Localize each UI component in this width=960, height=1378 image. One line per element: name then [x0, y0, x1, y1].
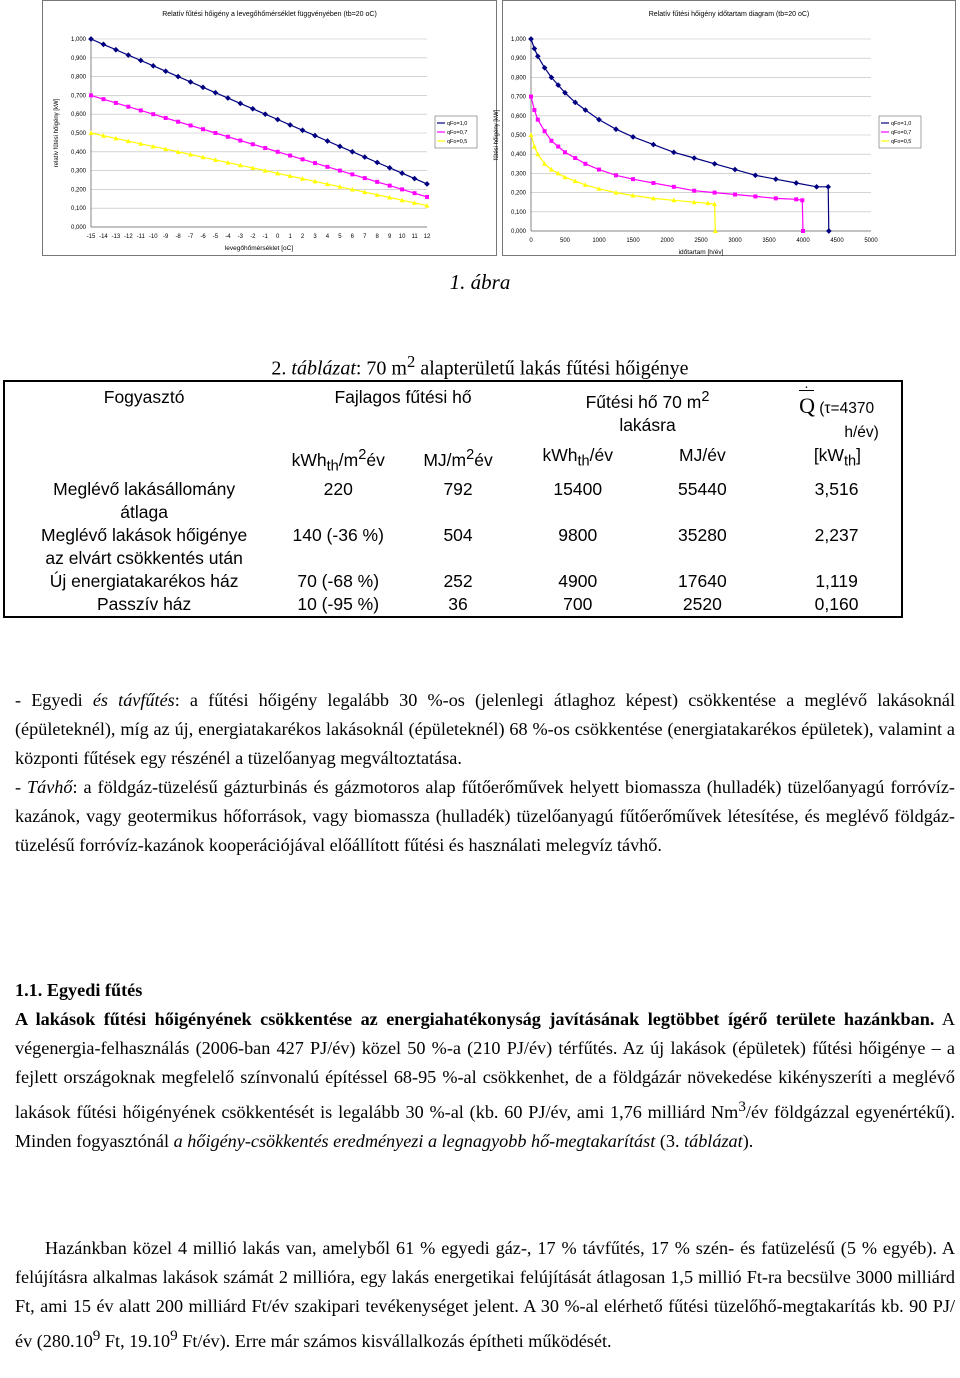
p2b: Távhő	[27, 777, 73, 797]
x-tick-label: 4000	[796, 238, 810, 244]
series-marker	[251, 142, 255, 146]
table-header-row	[4, 381, 902, 444]
y-tick-label: 1,000	[510, 37, 526, 43]
series-marker	[387, 165, 393, 171]
unit-mj-m2	[393, 444, 523, 478]
row-name	[4, 524, 283, 570]
series-marker	[532, 144, 537, 149]
s-it: a hőigény-csökkentés eredményezi a legnagyobb hő-megtakarítást	[173, 1131, 656, 1152]
x-tick-label: -4	[225, 234, 231, 240]
u2sup: 2	[466, 447, 475, 463]
body-paragraphs-1	[15, 686, 955, 860]
cell: 4900	[558, 571, 598, 592]
series-marker	[238, 139, 242, 143]
table-title-italic: táblázat	[291, 357, 356, 380]
x-tick-label: 1	[288, 234, 292, 240]
x-tick-label: -9	[162, 234, 169, 240]
chart-right-title: Relatív fűtési hőigény időtartam diagram (tb=20 oC)	[648, 11, 810, 18]
x-tick-label: -2	[250, 234, 256, 240]
cell: 792	[443, 479, 473, 500]
u1sub: th	[326, 458, 339, 475]
series-marker	[225, 95, 231, 101]
u2a: MJ/m	[423, 449, 467, 470]
series-marker	[388, 184, 392, 188]
header-q-unit: h/év)	[844, 424, 879, 441]
series-marker	[374, 160, 380, 166]
u3b: /év	[589, 445, 614, 465]
x-tick-label: 4	[325, 234, 330, 240]
header-q	[772, 381, 902, 444]
chart-left-title: Relatív fűtési hőigény a levegőhőmérséklet függvényében (tb=20 oC)	[162, 11, 377, 18]
series-marker	[175, 74, 181, 80]
series-marker	[536, 118, 540, 122]
p1c: : a fűtési hőigény legalább 30 %-os (jelenlegi átlaghoz képest) csökkentése a meglévő lakásoknál (épületeknél), míg az új, energiatakarékos lakásoknál (épületeknél) 68 %-os csökkentése (energiatakarékos épületek), valamint a központi fűtések egy részénél a tüzelőanyag megváltoztatása.	[15, 690, 955, 768]
cell: 70 (-68 %)	[297, 571, 380, 592]
x-tick-label: 11	[411, 234, 418, 240]
s-t4: ).	[742, 1131, 754, 1152]
unit-empty	[4, 444, 283, 478]
y-tick-label: 0,400	[70, 149, 86, 156]
row-name-1: Meglévő lakások hőigénye	[41, 525, 248, 546]
p2a: -	[15, 777, 28, 797]
section-egyedi-futes	[15, 976, 955, 1156]
table-units-row	[4, 444, 902, 478]
x-tick-label: -8	[175, 234, 181, 240]
series-marker	[126, 105, 130, 109]
x-tick-label: 1500	[626, 238, 640, 244]
y-tick-label: 0,500	[70, 131, 86, 137]
cell: 35280	[678, 525, 727, 546]
y-tick-label: 0,900	[70, 55, 86, 62]
q-letter: Q	[799, 393, 815, 418]
series-marker	[794, 197, 798, 201]
u2b: év	[474, 449, 493, 470]
cell: 15400	[553, 479, 603, 500]
series-marker	[338, 169, 342, 173]
p2c: : a földgáz-tüzelésű gázturbinás és gázmotoros alap fűtőerőművek helyett biomassza (hulladék) tüzelőanyagú forróvíz-kazánok, vagy geotermikus hőforrások, vagy biomassza (hulladék) tüzelőanyagú fűtőerőművek létesítése, és meglévő földgáz-tüzelésű forróvíz-kazánok kooperációjával előállított fűtési és használati melegvíz távhő.	[15, 777, 955, 855]
series-marker	[101, 42, 107, 48]
series-marker	[350, 149, 356, 155]
unit-kwh	[523, 444, 633, 478]
row-name-1: Meglévő lakásállomány	[53, 479, 236, 500]
series-marker	[631, 177, 635, 181]
series-marker	[814, 184, 820, 190]
section-heading: 1.1. Egyedi fűtés	[15, 980, 143, 1000]
series-marker	[556, 145, 560, 149]
y-tick-label: 0,200	[70, 187, 86, 194]
series-marker	[312, 133, 318, 139]
paragraph-stats	[15, 1234, 955, 1356]
table-title	[0, 352, 960, 381]
x-tick-label: 8	[375, 234, 379, 240]
x-tick-label: 10	[398, 234, 406, 240]
table-title-text: : 70 m	[355, 357, 407, 380]
y-tick-label: 0,600	[70, 112, 86, 119]
x-tick-label: -15	[86, 234, 96, 240]
y-axis-label: relatív fűtési hőigény [kW]	[54, 98, 60, 168]
x-axis-label: időtartam [h/év]	[678, 249, 724, 256]
chart-left	[42, 0, 497, 256]
series-marker	[213, 90, 219, 96]
series-marker	[263, 146, 267, 150]
series-marker	[732, 167, 738, 173]
series-marker	[139, 108, 143, 112]
series-marker	[773, 176, 779, 182]
q-dot-symbol	[799, 381, 815, 418]
cell: 9800	[558, 525, 598, 546]
series-marker	[774, 196, 778, 200]
p3sup1: 9	[92, 1327, 101, 1344]
x-axis-label: levegőhőmérséklet [oC]	[224, 245, 294, 252]
table-row	[4, 593, 902, 617]
series-marker	[672, 185, 676, 189]
series-marker	[424, 181, 430, 187]
series-marker	[549, 139, 553, 143]
series-marker	[189, 123, 193, 127]
x-tick-label: 6	[350, 234, 355, 240]
y-tick-label: 0,400	[510, 152, 526, 159]
series-marker	[800, 198, 804, 202]
series-marker	[213, 131, 217, 135]
series-marker	[89, 93, 93, 97]
series-marker	[825, 184, 831, 190]
x-tick-label: 3000	[728, 238, 742, 244]
series-marker	[288, 154, 292, 158]
series-marker	[793, 180, 799, 186]
series-marker	[114, 101, 118, 105]
s-t3: (3.	[655, 1131, 685, 1152]
row-name-2: átlaga	[120, 502, 168, 523]
y-tick-label: 0,000	[510, 229, 526, 235]
header-flat-text-2: lakásra	[619, 414, 676, 435]
unit-kw	[772, 444, 902, 478]
series-marker	[412, 176, 418, 182]
cell: 220	[323, 479, 353, 500]
series-marker	[88, 36, 94, 42]
p1a: - Egyedi	[15, 690, 93, 710]
series-marker	[691, 155, 697, 161]
cell: 1,119	[815, 571, 858, 592]
series-marker	[350, 172, 354, 176]
table-title-prefix: 2.	[271, 357, 292, 380]
cell: 504	[443, 525, 473, 546]
s-sup: 3	[738, 1098, 746, 1115]
row-name: Új energiatakarékos ház	[49, 571, 239, 592]
series-marker	[138, 58, 144, 64]
x-tick-label: 2000	[660, 238, 674, 244]
series-marker	[126, 52, 132, 58]
legend-label: qFo=0,7	[447, 130, 468, 136]
x-tick-label: -14	[99, 234, 108, 240]
section-paragraph	[15, 1005, 955, 1156]
y-tick-label: 0,700	[70, 93, 86, 100]
series-marker	[613, 126, 619, 132]
y-tick-label: 0,700	[510, 94, 526, 101]
cell: 2520	[682, 594, 722, 615]
header-flat-text: Fűtési hő 70 m	[585, 391, 702, 412]
series-marker	[337, 144, 343, 150]
cell: 3,516	[814, 479, 859, 500]
chart-right	[494, 0, 956, 256]
chart-right-svg	[494, 1, 955, 256]
series-marker	[262, 111, 268, 117]
series-marker	[201, 127, 205, 131]
x-tick-label: 0	[275, 234, 280, 240]
row-name-2: az elvárt csökkentés után	[45, 548, 243, 569]
x-tick-label: -7	[187, 234, 194, 240]
header-flat	[523, 381, 772, 444]
u1c: év	[366, 449, 385, 470]
figure-caption: 1. ábra	[449, 270, 511, 294]
p3a: Hazánkban közel 4 millió lakás van, amelyből 61 % egyedi gáz-, 17 % távfűtés, 17 % szén- és fatüzelésű (5 % egyéb). A felújításra alkalmas lakások számát 2 millióra, egy lakás energetikai felújítását átlagosan 1,5 millió Ft-ra becsülve 3000 milliárd Ft, ami 15 év alatt 200 milliárd Ft/év szakipari tevékenységet jelent. A 30 %-al elérhető fűtési tüzelőhő-megtakarítás kb. 90 PJ/év (280.10	[15, 1238, 955, 1352]
legend-label: qFo=1,0	[891, 121, 912, 127]
series-marker	[801, 229, 805, 233]
legend-label: qFo=1,0	[447, 121, 468, 127]
legend-label: qFo=0,5	[891, 139, 912, 145]
series-marker	[200, 84, 206, 90]
y-tick-label: 0,100	[510, 209, 526, 216]
cell: 17640	[678, 571, 727, 592]
x-tick-label: 12	[423, 234, 431, 240]
row-name: Passzív ház	[96, 594, 192, 615]
q-bar	[799, 390, 814, 391]
u1a: kWh	[291, 449, 327, 470]
table-row	[4, 478, 902, 524]
series-marker	[651, 142, 657, 148]
header-q-text: (τ=4370	[814, 400, 875, 417]
x-tick-label: 2	[300, 234, 305, 240]
x-tick-label: -10	[148, 234, 158, 240]
x-tick-label: -6	[200, 234, 206, 240]
chart-left-svg	[43, 1, 496, 255]
u5b: ]	[856, 445, 861, 465]
cell: 55440	[678, 479, 727, 500]
u1b: /m	[338, 449, 359, 470]
series-marker	[543, 129, 547, 133]
heat-demand-table	[3, 380, 903, 618]
series-marker	[573, 156, 577, 160]
series-marker	[325, 138, 331, 144]
series-marker	[425, 195, 429, 199]
s-it2: táblázat	[684, 1131, 743, 1152]
series-marker	[362, 154, 368, 160]
y-axis-label: fűtési hőigény [kW]	[494, 109, 500, 161]
series-marker	[275, 117, 281, 123]
series-marker	[164, 116, 168, 120]
x-tick-label: 4500	[830, 238, 844, 244]
row-name	[4, 478, 283, 524]
y-tick-label: 0,800	[510, 75, 526, 82]
x-tick-label: 3	[313, 234, 317, 240]
series-marker	[614, 173, 618, 177]
section-bold: A lakások fűtési hőigényének csökkentése az energiahatékonyság javításának legtöbbet ígérő területe hazánkban.	[15, 1009, 935, 1029]
series-marker	[532, 108, 536, 112]
cell: 10 (-95 %)	[297, 594, 380, 615]
x-tick-label: 7	[363, 234, 367, 240]
u3a: kWh	[542, 445, 578, 465]
x-tick-label: -12	[123, 234, 133, 240]
series-marker	[563, 175, 568, 180]
q-dot: ·	[804, 381, 809, 396]
series-marker	[325, 165, 329, 169]
series-marker	[313, 161, 317, 165]
u1sup: 2	[358, 447, 367, 463]
s-t2: /év földgázzal egyenértékű). Minden fogyasztónál	[15, 1102, 955, 1152]
series-marker	[692, 189, 696, 193]
x-tick-label: -13	[111, 234, 121, 240]
x-tick-label: 2500	[694, 238, 708, 244]
series-line	[531, 97, 803, 231]
series-marker	[712, 161, 718, 167]
series-marker	[300, 127, 306, 133]
series-marker	[113, 47, 119, 53]
series-marker	[176, 120, 180, 124]
y-tick-label: 0,800	[70, 74, 86, 81]
series-marker	[163, 68, 169, 74]
y-tick-label: 0,300	[510, 171, 526, 178]
series-marker	[583, 162, 587, 166]
series-marker	[651, 181, 655, 185]
series-marker	[597, 168, 601, 172]
series-marker	[532, 46, 538, 52]
y-tick-label: 0,000	[70, 225, 86, 231]
y-tick-label: 0,300	[70, 168, 86, 175]
x-tick-label: 0	[529, 238, 533, 244]
series-marker	[151, 112, 155, 116]
p3sup2: 9	[170, 1327, 178, 1344]
p3b: Ft, 19.10	[100, 1331, 171, 1352]
series-marker	[301, 157, 305, 161]
series-marker	[276, 150, 280, 154]
x-tick-label: 3500	[762, 238, 776, 244]
series-marker	[413, 191, 417, 195]
paragraph-egyedi	[15, 686, 955, 773]
legend-label: qFo=0,7	[891, 130, 912, 136]
cell: 700	[563, 594, 593, 615]
table-row	[4, 524, 902, 570]
x-tick-label: 5	[338, 234, 342, 240]
series-marker	[375, 180, 379, 184]
y-tick-label: 0,900	[510, 56, 526, 63]
u3sub: th	[577, 453, 590, 470]
series-marker	[733, 193, 737, 197]
series-marker	[713, 191, 717, 195]
p1b: és távfűtés	[92, 690, 175, 710]
series-marker	[753, 194, 757, 198]
x-tick-label: 5000	[864, 238, 878, 244]
y-tick-label: 1,000	[70, 37, 86, 43]
paragraph-hazankban	[15, 1234, 955, 1356]
y-tick-label: 0,200	[510, 190, 526, 197]
y-tick-label: 0,500	[510, 133, 526, 139]
x-tick-label: -1	[262, 234, 268, 240]
header-flat-sup: 2	[701, 389, 710, 405]
series-marker	[826, 228, 832, 234]
series-marker	[400, 187, 404, 191]
x-tick-label: -5	[212, 234, 219, 240]
y-tick-label: 0,100	[70, 206, 86, 213]
x-tick-label: 1000	[592, 238, 606, 244]
table-title-text-2: alapterületű lakás fűtési hőigénye	[415, 357, 689, 380]
cell: 140 (-36 %)	[292, 525, 384, 546]
u5sub: th	[843, 453, 857, 470]
series-line	[531, 135, 715, 231]
x-tick-label: 9	[387, 234, 392, 240]
header-specific: Fajlagos fűtési hő	[334, 387, 472, 407]
table-row	[4, 570, 902, 593]
cell: 0,160	[814, 594, 859, 615]
unit-kwh-m2	[283, 444, 393, 478]
series-marker	[238, 101, 244, 107]
series-marker	[226, 135, 230, 139]
series-marker	[150, 63, 156, 69]
s-t1: A végenergia-felhasználás (2006-ban 427 PJ/év) közel 50 %-a (210 PJ/év) térfűtés. Az új lakások (épületek) fűtési hőigénye – a fejlett országoknak megfelelő színvonalú építéssel 68-95 %-al csökkenhet, de a földgázár növekedése kikényszeríti a meglévő lakások fűtési hőigényének csökkentését is legalább 30 %-al (kb. 60 PJ/év, ami 1,76 milliárd Nm	[15, 1009, 955, 1123]
paragraph-tavho	[15, 773, 955, 860]
p3c: Ft/év). Erre már számos kisvállalkozás építheti működését.	[177, 1331, 612, 1352]
y-tick-label: 0,600	[510, 113, 526, 120]
u5a: [kW	[813, 445, 844, 465]
x-tick-label: -3	[237, 234, 244, 240]
table-title-sup: 2	[407, 352, 416, 371]
cell: 36	[448, 594, 468, 615]
series-marker	[528, 36, 534, 42]
series-marker	[188, 79, 194, 85]
series-marker	[101, 97, 105, 101]
cell: 252	[443, 571, 473, 592]
series-marker	[563, 150, 567, 154]
series-marker	[250, 106, 256, 112]
legend-label: qFo=0,5	[447, 139, 468, 145]
x-tick-label: -11	[136, 234, 145, 240]
cell: 2,237	[814, 525, 859, 546]
series-marker	[287, 122, 293, 128]
x-tick-label: 500	[559, 238, 571, 244]
series-marker	[399, 170, 405, 176]
series-marker	[363, 176, 367, 180]
series-marker	[529, 95, 533, 99]
unit-mj: MJ/év	[679, 445, 726, 465]
header-consumer: Fogyasztó	[103, 387, 185, 407]
